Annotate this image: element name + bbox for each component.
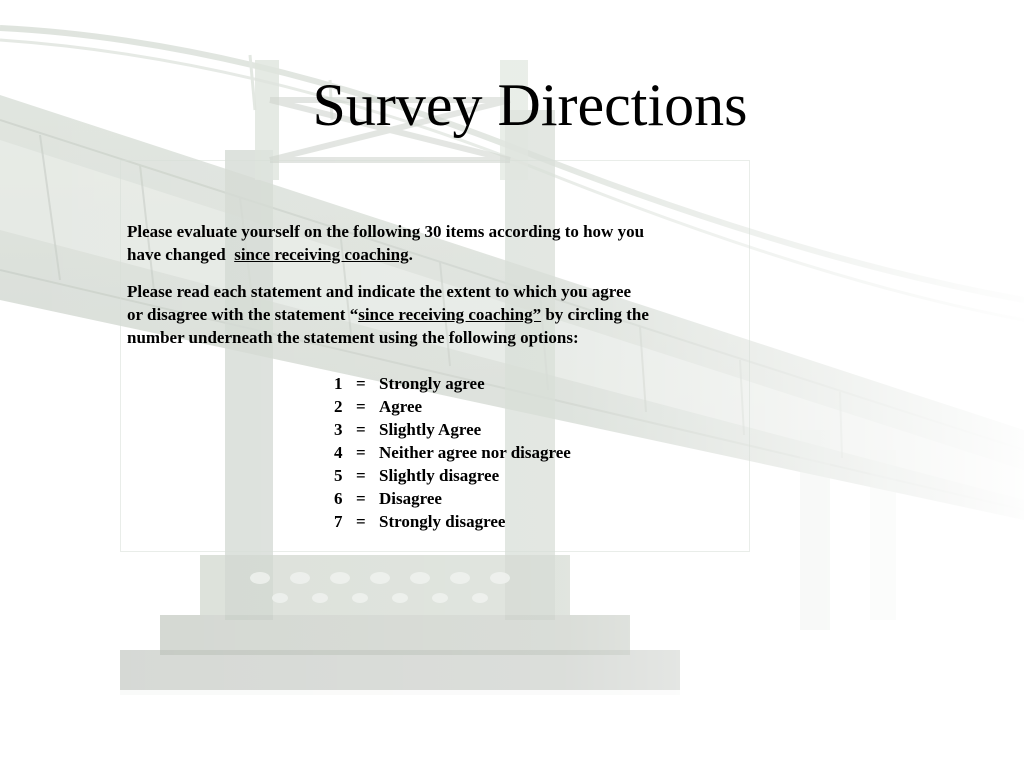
instructions-underlined-phrase: since receiving coaching”	[358, 305, 542, 324]
option-separator: =	[356, 397, 366, 416]
directions-text	[127, 220, 757, 363]
option-separator: =	[356, 420, 366, 439]
instructions-paragraph	[127, 280, 757, 349]
option-number: 3	[334, 420, 343, 439]
option-label: Neither agree nor disagree	[379, 443, 571, 462]
instructions-line-2-suffix: by circling the	[541, 305, 649, 324]
instructions-line-2-prefix: or disagree with the statement “	[127, 305, 359, 324]
intro-line-1: Please evaluate yourself on the following 30 items according to how you	[127, 222, 645, 241]
slide-title: Survey Directions	[312, 72, 748, 138]
option-number: 6	[334, 489, 343, 508]
rating-option	[334, 510, 571, 533]
instructions-line-1: Please read each statement and indicate the extent to which you agree	[127, 282, 632, 301]
option-number: 7	[334, 512, 343, 531]
option-label: Slightly Agree	[379, 420, 482, 439]
option-separator: =	[356, 512, 366, 531]
option-separator: =	[356, 489, 366, 508]
rating-option	[334, 464, 571, 487]
rating-scale-list	[334, 372, 571, 533]
option-separator: =	[356, 443, 366, 462]
option-label: Disagree	[379, 489, 442, 508]
option-number: 4	[334, 443, 343, 462]
intro-line-2-suffix: .	[408, 245, 413, 264]
option-number: 1	[334, 374, 343, 393]
rating-option	[334, 372, 571, 395]
intro-underlined-phrase: since receiving coaching	[234, 245, 409, 264]
intro-line-2-prefix: have changed	[127, 245, 235, 264]
option-label: Strongly agree	[379, 374, 485, 393]
option-label: Strongly disagree	[379, 512, 506, 531]
rating-option	[334, 395, 571, 418]
option-separator: =	[356, 466, 366, 485]
option-label: Agree	[379, 397, 423, 416]
instructions-line-3: number underneath the statement using the following options:	[127, 328, 579, 347]
intro-paragraph	[127, 220, 757, 266]
rating-option	[334, 441, 571, 464]
option-number: 5	[334, 466, 343, 485]
option-label: Slightly disagree	[379, 466, 500, 485]
option-number: 2	[334, 397, 343, 416]
rating-option	[334, 487, 571, 510]
option-separator: =	[356, 374, 366, 393]
rating-option	[334, 418, 571, 441]
